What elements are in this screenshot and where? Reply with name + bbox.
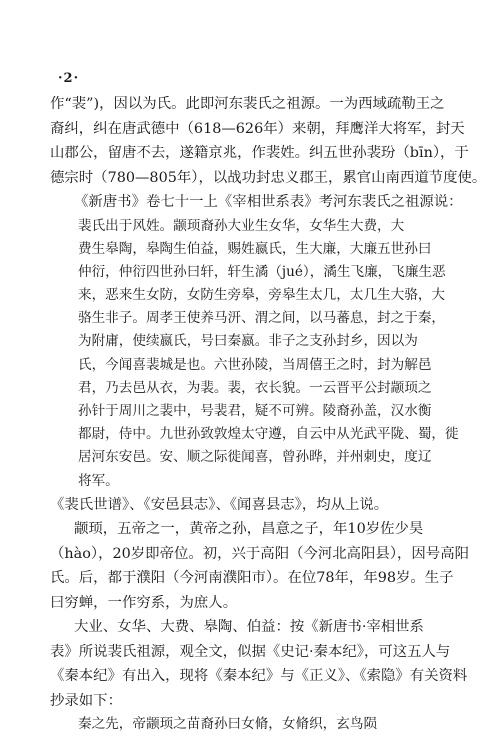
text-line: 山郡公，留唐不去，遂籍京兆，作裴姓。纠五世孙裴玢（bīn），于 [50,145,469,161]
block-quote-1 [50,215,459,493]
text-line: 氏。后，都于濮阳（今河南濮阳市）。在位78年，年98岁。生子 [50,570,454,587]
paragraph-3 [50,493,424,518]
quote-line: 都尉，侍中。九世孙致敦煌太守遵，自云中从光武平陇、蜀，徙 [78,426,459,443]
text-line: 曰穷蝉，一作穷系，为庶人。 [50,594,238,611]
text-line: 《新唐书》卷七十一上《宰相世系表》考河东裴氏之祖源说： [74,194,463,210]
quote-line: 费生皋陶，皋陶生伯益，赐姓嬴氏，生大廉，大廉五世孙曰 [78,240,432,257]
quote-line: 仲衍，仲衍四世孙曰轩，轩生潏（jué），潏生飞廉，飞廉生恶 [78,263,446,280]
text-line: 裔纠，纠在唐武德中（618—626年）来朝，拜鹰洋大将军，封天 [50,120,465,137]
block-quote-2 [50,713,424,736]
paragraph-4 [50,517,469,615]
quote-line: 骆生非子。周孝王使养马汧、渭之间，以马蕃息，封之于秦， [78,310,446,327]
quote-line: 居河东安邑。安、顺之际徙闻喜，曾孙晔，并州刺史，度辽 [78,449,432,466]
quote-line: 来，恶来生女防，女防生旁皋，旁皋生太几，太几生大骆，大 [78,287,446,304]
quote-line: 氏，今闻喜裴城是也。六世孙陵，当周僖王之时，封为解邑 [78,356,432,373]
text-line: 《裴氏世谱》、《安邑县志》、《闻喜县志》，均从上说。 [50,496,389,513]
quote-line: 将军。 [78,472,119,489]
text-line: 抄录如下： [50,692,122,709]
text-line: 作“裴”)，因以为氏。此即河东裴氏之祖源。一为西域疏勒王之 [50,96,445,112]
quote-line: 为附庸，使续嬴氏，号曰秦嬴。非子之支孙封乡，因以为 [78,333,418,350]
text-line: 表》所说裴氏祖源，观全文，似据《史记·秦本纪》，可这五人与 [50,643,451,660]
quote-line: 秦之先，帝颛顼之苗裔孙曰女脩，女脩织，玄鸟陨 [78,716,378,733]
paragraph-1 [50,92,486,190]
page-number: ·2· [58,71,80,86]
paragraph-2 [50,190,463,215]
quote-line: 裴氏出于风姓。颛顼裔孙大业生女华，女华生大费，大 [78,217,405,234]
text-line: 大业、女华、大费、皋陶、伯益：按《新唐书·宰相世系 [74,619,424,636]
paragraph-5 [50,615,468,713]
text-line: 颛顼，五帝之一，黄帝之孙，昌意之子，年10岁佐少昊 [74,521,424,538]
text-line: 《秦本纪》有出入，现将《秦本纪》与《正义》、《索隐》有关资料 [50,668,468,685]
text-line: 德宗时（780—805年），以战功封忠义郡王，累官山南西道节度使。 [50,169,486,186]
text-line: （hào），20岁即帝位。初，兴于高阳（今河北高阳县），因号高阳 [50,545,469,562]
quote-line: 君，乃去邑从衣，为裴。裴，衣长貌。一云晋平公封颛顼之 [78,379,432,396]
quote-line: 孙针于周川之裴中，号裴君，疑不可辨。陵裔孙盖，汉水衡 [78,403,432,419]
